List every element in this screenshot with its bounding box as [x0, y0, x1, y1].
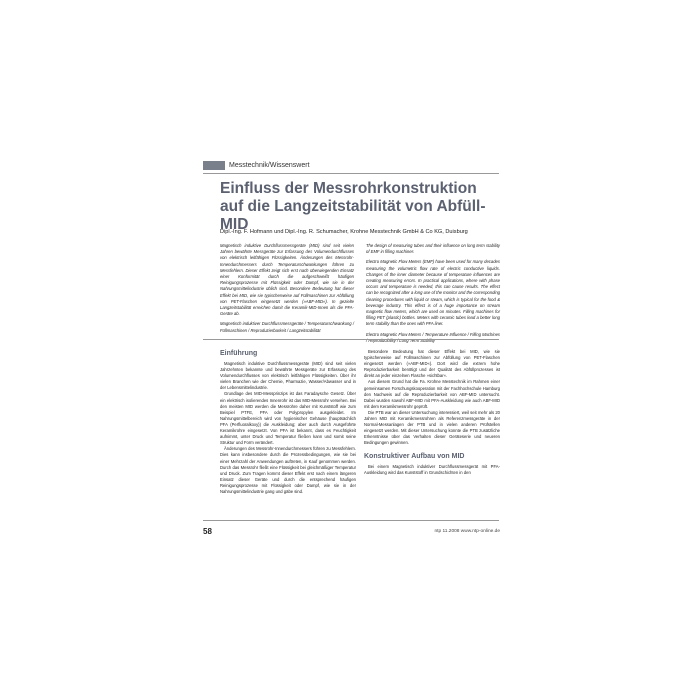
- right-paragraph-3: Die PTB war an dieser Untersuchung interessiert, weil seit mehr als 20 Jahren MID mit Keramikmessrohren als Referenzmessgeräte in der Normal-Messanlagen der PTB und in vielen anderen Prüfstellen eingesetzt werden. Mit dieser Untersuchung konnte die PTB zusätzliche Erkenntnisse über das Verhalten dieser Geräteserie und neueren Bedingungen gewinnen.: [364, 409, 500, 446]
- construction-heading: Konstruktiver Aufbau von MID: [364, 452, 465, 460]
- article-title: [220, 180, 500, 234]
- abstract-en-title: The design of measuring tubes and their influence on long term stability of EMF in filling machines: [366, 243, 500, 255]
- rubric-label: Messtechnik/Wissenswert: [229, 162, 310, 169]
- author-line: Dipl.-Ing. F. Hofmann und Dipl.-Ing. R. Schumacher, Krohne Messtechnik GmbH & Co KG, Duisburg: [220, 229, 468, 235]
- intro-heading: Einführung: [220, 350, 258, 357]
- right-paragraph-2: Aus diesem Grund hat die Fa. Krohne Messtechnik im Rahmen einer gemeinsamen Forschungskooperation mit der Fachhochschule Hamburg den Nachweis auf die Reproduzierbarkeit von ABF-MID untersucht. Dabei wurden sowohl ABF-MID mit PFA-Auskleidung wie auch ABF-MID mit dem Keramikmessrohr geprüft.: [364, 379, 500, 409]
- title-line-1: Einfluss der Messrohrkonstruktion: [220, 180, 477, 197]
- abstract-english: [366, 243, 500, 344]
- body-column-right: [364, 349, 500, 476]
- right-paragraph-1: Besondere Bedeutung hat dieser Effekt bei MID, wie sie typischerweise auf Füllmaschinen zur Abfüllung von PET-Flaschen eingesetzt werden (»ABF-MID«). Dort wird die extrem hohe Reproduzierbarkeit benötigt und der Qualität des Abfüllprozesses ist direkt an jeder einzelnen Flasche »sichtbar«.: [364, 349, 500, 379]
- section-rubric: [203, 161, 310, 170]
- keywords-de: Magnetisch induktiver Durchflussmessgeräte / Temperaturschwankung / Füllmaschinen / Reproduzierbarkeit / Langzeitstabilität: [220, 321, 354, 333]
- body-column-left: [220, 349, 356, 495]
- abstract-de-text: Magnetisch induktive Durchflussmessgeräte (MID) sind seit vielen Jahren bewährte Messgeräte zur Erfassung des Volumendurchflusses von elektrisch leitfähigen Flüssigkeiten. Änderungen des Messrohr-Innendurchmessers durch Temperaturschwankungen führen zu Messfehlern. Dieser Effekt zeigt sich erst nach überwiegenden Einsatz einer Konformität durch die aufgeschweißt häufigen Reinigungsprozesse mit Flüssigkeit oder Dampf, wie sie in der Nahrungsmittelindustrie üblich sind. Besondere Bedeutung hat dieser Effekt bei MID, wie sie typischerweise auf Füllmaschinen zur Abfüllung von PET-Flaschen eingesetzt werden (»ABF-MID«). In gezielte Langzeitstabilität erreichen damit die Keramik-MID-Innen als die PFA-Geräte ab.: [220, 243, 354, 317]
- intro-paragraph-2: Grundlage des MID-Messprinzips ist das Faradaysche Gesetz. Über ein elektrisch isolierendes Innenrohr ist das MID-Messrohr versehen. Bei den meisten MID werden die Messrohre daher mit Kunststoff wie zum Beispiel PTFE, PFA oder Polypropylen ausgekleidet. Im Nahrungsmittelbereich wird von hygienischer Gehäuse (hauptsächlich PFA (Perfluoralkoxy)) die Auskleidung; aber auch durch Ausgeführte Keramikrohre eingesetzt. Von PFA ist bekannt, dass es Feuchtigkeit aufnimmt, unter Druck und Temperatur fließen kann und somit seine Struktur und Form verändert.: [220, 391, 356, 446]
- abstract-divider: [203, 339, 499, 340]
- construction-paragraph-1: Bei einem Magnetisch induktiver Durchflussmessgerät mit PFA-Auskleidung wird das Kunststoff in Grundschichten in den: [364, 463, 500, 475]
- page-number: 58: [203, 527, 212, 536]
- intro-paragraph-3: Änderungen des Messrohr-Innendurchmessers führen zu Messfehlern. Dies kann insbesondere durch die Prozessbedingungen, wie sie bei einer Mehrzahl der Anwendungen auftreten, in Kauf genommen werden. Durch das Messrohr fließt eine Flüssigkeit bei gleichmäßiger Temperatur und Druck. Zum Tragen kommt dieser Effekt erst nach einem längeren Einsatz dieser Geräte und durch die entsprechend häufigen Reinigungsprozesse mit Flüssigkeit oder Dampf, wie sie in der Nahrungsmittelindustrie gang und gäbe sind.: [220, 446, 356, 494]
- footer-journal-info: ntp 11.2008 www.ntp-online.de: [434, 529, 500, 534]
- keywords-en: Electro Magnetic Flow Meters / Temperature Influence / Filling Machines / Reproducibility / Long Term Stability: [366, 331, 500, 343]
- top-divider: [203, 173, 499, 174]
- abstract-en-text: Electro Magnetic Flow Meters (EMF) have been used for many decades measuring the volumetric flow rate of electric conductive liquids. Changes of the inner diameter because of temperature influences are creating measuring errors. In practical applications, where with phase occurs and temperature is needed, this can cause results. The effect can be recognized after a long use of the monitor and the corresponding cleaning procedures with liquid or steam, which is typical for the food & beverage industry. This effect is of a huge importance on stream magnetic flow meters, which are used on minutes. Filling machines for filling PET (plastic) bottles. Meters with ceramic tubes lead a better long term stability than the ones with PFA liner.: [366, 259, 500, 327]
- abstract-german: [220, 243, 354, 334]
- footer-divider: [203, 520, 499, 521]
- title-line-2: auf die Langzeitstabilität von Abfüll-MID: [220, 198, 486, 233]
- rubric-color-bar: [203, 161, 225, 170]
- intro-paragraph-1: Magnetisch induktive Durchflussmessgeräte (MID) sind seit vielen Jahrzehnten bekannte und bewährte Messgeräte zur Erfassung des Volumendurchflusses von elektrisch leitfähigen Flüssigkeiten. Über ihr vielen Branchen wie der Chemie, Pharmazie, Wasser/Abwasser und in der Lebensmittelindustrie.: [220, 361, 356, 391]
